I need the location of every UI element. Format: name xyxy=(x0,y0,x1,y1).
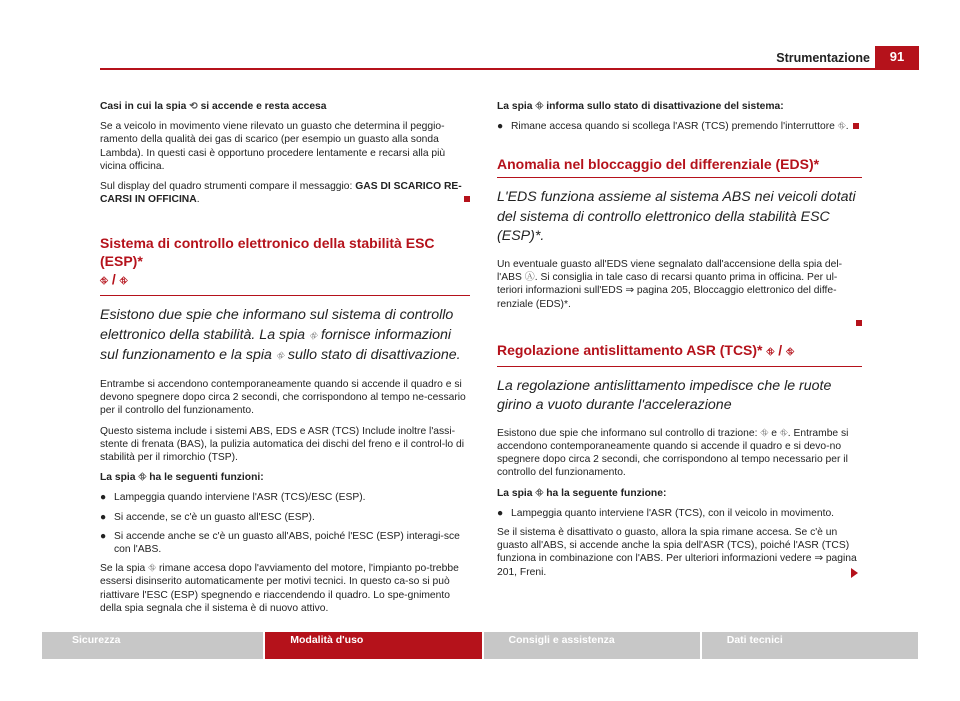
continue-arrow-icon xyxy=(851,568,858,578)
header-rule xyxy=(100,68,919,70)
esc-warning-icon: ⛗ xyxy=(148,563,157,575)
section-end-marker xyxy=(853,123,859,129)
asr-paragraph-lamps: Esistono due spie che informano sul controllo di trazione: ⛗ e ⛗. Entrambe si accendono contemporaneamente quando si accende il quadro e si devo-no spegnere dopo circa 2 secondi, che corrispondono al tempo necessario per il controllo del funzionamento. xyxy=(497,427,849,479)
exhaust-message-paragraph: Sul display del quadro strumenti compare il messaggio: GAS DI SCARICO RE-CARSI IN OFFICINA. xyxy=(100,180,470,206)
esc-off-icon: ⛗ xyxy=(535,101,544,112)
section-end-marker xyxy=(856,320,862,326)
esc-off-icon: ⛗ xyxy=(119,276,128,288)
tab-dati-tecnici[interactable]: Dati tecnici xyxy=(702,632,918,659)
esc-off-icon: ⛗ xyxy=(779,427,788,439)
footer-nav xyxy=(42,632,918,659)
asr-intro: La regolazione antislittamento impedisce che le ruote girino a vuoto durante l'accelerazione xyxy=(497,377,832,414)
section-end-marker xyxy=(464,196,470,202)
esc-off-subheading: La spia ⛗ informa sullo stato di disattivazione del sistema: xyxy=(497,101,784,112)
right-column xyxy=(497,100,862,586)
exhaust-subheading: Casi in cui la spia ⟲ si accende e resta accesa xyxy=(100,101,327,112)
tab-sicurezza[interactable]: Sicurezza xyxy=(42,632,263,659)
esc-warning-icon: ⛗ xyxy=(535,487,544,499)
esc-paragraph-check: Entrambe si accendono contemporaneamente quando si accende il quadro e si devono spegnere dopo circa 2 secondi, che corrispondono al tempo ne-cessario per il controllo del funzionamento. xyxy=(100,378,466,417)
eds-section-title: Anomalia nel bloccaggio del differenziale (EDS)* xyxy=(497,155,862,178)
engine-exhaust-icon: ⟲ xyxy=(189,101,198,112)
esc-section-title: Sistema di controllo elettronico della stabilità ESC (ESP)* ⛗ / ⛗ xyxy=(100,234,470,296)
esc-functions-heading: La spia ⛗ ha le seguenti funzioni: xyxy=(100,472,264,484)
asr-paragraph-fault: Se il sistema è disattivato o guasto, allora la spia rimane accesa. Se c'è un guasto all'ABS, si accende anche la spia dell'ASR (TCS), poiché l'ASR (TCS) funziona in combinazione con l'ABS. Per ulteriori informazioni vedere ⇒ pagina 201, Freni. xyxy=(497,526,857,578)
esc-warning-icon: ⛗ xyxy=(760,427,769,439)
list-item: ● Rimane accesa quando si scollega l'ASR (TCS) premendo l'interruttore ⛗. xyxy=(497,120,862,133)
esc-warning-icon: ⛗ xyxy=(309,330,318,342)
esc-off-icon: ⛗ xyxy=(275,351,284,363)
page-number: 91 xyxy=(875,46,919,68)
esc-off-icon: ⛗ xyxy=(786,346,795,358)
left-column xyxy=(100,100,470,622)
asr-functions-heading: La spia ⛗ ha la seguente funzione: xyxy=(497,487,667,499)
esc-paragraph-restart: Se la spia ⛗ rimane accesa dopo l'avviamento del motore, l'impianto po-trebbe essersi disinserito automaticamente per motivi tecnici. In questo ca-so si può riattivare l'ESC (ESP) spegnendo e riaccendendo il quadro. Lo spe-gnimento della spia segnala che il sistema è di nuovo attivo. xyxy=(100,563,459,614)
abs-icon: Ⓐ xyxy=(524,272,535,284)
list-item: ● Lampeggia quanto interviene l'ASR (TCS), con il veicolo in movimento. xyxy=(497,507,835,519)
esc-intro: Esistono due spie che informano sul sistema di controllo elettronico della stabilità. La spia ⛗ fornisce informazioni sul funzionamento e la spia ⛗ sullo stato di disattivazione. xyxy=(100,306,470,367)
esc-warning-icon: ⛗ xyxy=(138,472,147,484)
esc-warning-icon: ⛗ xyxy=(766,346,775,358)
running-header-title: Strumentazione xyxy=(776,51,870,65)
esc-off-icon: ⛗ xyxy=(837,121,846,133)
asr-section-title: Regolazione antislittamento ASR (TCS)* ⛗ / ⛗ xyxy=(497,341,862,367)
exhaust-paragraph: Se a veicolo in movimento viene rilevato un guasto che determina il peggio-ramento della qualità dei gas di scarico (per esempio un guasto alla sonda Lambda). In questi casi è opportuno procedere lentamente e recarsi alla più vicina officina. xyxy=(100,121,446,172)
esc-paragraph-systems: Questo sistema include i sistemi ABS, EDS e ASR (TCS) Include inoltre l'assi-stente di frenata (BAS), la pulizia automatica dei dischi del freno e il control-lo di stabilità per il rimorchio (TSP). xyxy=(100,425,465,463)
list-item: ● Si accende anche se c'è un guasto all'ABS, poiché l'ESC (ESP) interagi-sce con l'ABS. xyxy=(100,530,460,555)
eds-intro: L'EDS funziona assieme al sistema ABS nei veicoli dotati del sistema di controllo elettronico della stabilità ESC (ESP)*. xyxy=(497,189,856,245)
eds-paragraph: Un eventuale guasto all'EDS viene segnalato dall'accensione della spia del-l'ABS Ⓐ. Si consiglia in tale caso di recarsi quanto prima in officina. Per ul-teriori informazioni sull'EDS ⇒ pagina 205, Bloccaggio elettronico del diffe-renziale (EDS)*. xyxy=(497,258,862,311)
list-item: ● Si accende, se c'è un guasto all'ESC (ESP). xyxy=(100,511,315,523)
list-item: ● Lampeggia quando interviene l'ASR (TCS)/ESC (ESP). xyxy=(100,492,366,504)
esc-warning-icon: ⛗ xyxy=(100,276,108,288)
tab-modalita-uso[interactable]: Modalità d'uso xyxy=(265,632,481,659)
tab-consigli-assistenza[interactable]: Consigli e assistenza xyxy=(484,632,700,659)
